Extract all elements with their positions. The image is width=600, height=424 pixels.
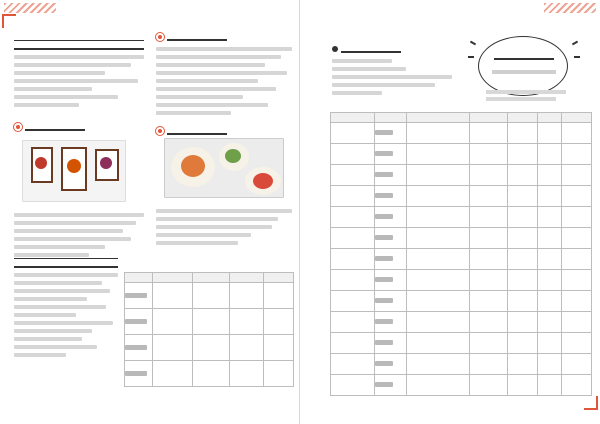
table-row <box>331 249 592 270</box>
article-community-center <box>14 40 144 111</box>
cooking-photo <box>164 138 284 198</box>
bubble-outline <box>478 36 568 96</box>
cooking-body <box>156 204 292 249</box>
feature-bubble <box>468 30 580 105</box>
patchwork-body <box>14 208 144 261</box>
table-row <box>125 309 294 335</box>
table-row <box>125 335 294 361</box>
bullet-icon <box>332 46 338 52</box>
course-table-right <box>330 112 592 396</box>
patchwork-photo <box>22 140 126 202</box>
table-row <box>331 375 592 396</box>
article-pc-class <box>156 32 292 119</box>
article-cooking <box>156 126 292 136</box>
table-header-row <box>331 113 592 123</box>
article-heading <box>14 122 144 132</box>
article-industrial-museum <box>14 258 118 361</box>
table-row <box>331 312 592 333</box>
table-row <box>331 270 592 291</box>
article-heading <box>156 32 292 42</box>
table-row <box>125 283 294 309</box>
corner-ornament <box>584 396 598 410</box>
feature-title <box>494 52 554 60</box>
table-row <box>125 361 294 387</box>
table-row <box>331 123 592 144</box>
article-body <box>14 55 144 107</box>
table-row <box>331 333 592 354</box>
article-body <box>156 47 292 115</box>
table-row <box>331 228 592 249</box>
table-row <box>331 354 592 375</box>
table-row <box>331 291 592 312</box>
section-intro <box>332 59 452 95</box>
table-header-row <box>125 273 294 283</box>
table-row <box>331 207 592 228</box>
decorative-stripe <box>544 3 596 13</box>
article-patchwork <box>14 122 144 132</box>
table-row <box>331 186 592 207</box>
pin-icon <box>156 33 164 41</box>
schedule-table-left <box>124 272 294 387</box>
decorative-stripe <box>4 3 56 13</box>
pin-icon <box>156 127 164 135</box>
article-heading <box>14 258 118 268</box>
section-public-hall <box>332 44 452 99</box>
table-row <box>331 144 592 165</box>
article-heading <box>14 40 144 50</box>
article-body <box>14 273 118 357</box>
corner-ornament <box>2 14 16 28</box>
pin-icon <box>14 123 22 131</box>
table-row <box>331 165 592 186</box>
section-heading <box>332 44 452 54</box>
article-heading <box>156 126 292 136</box>
